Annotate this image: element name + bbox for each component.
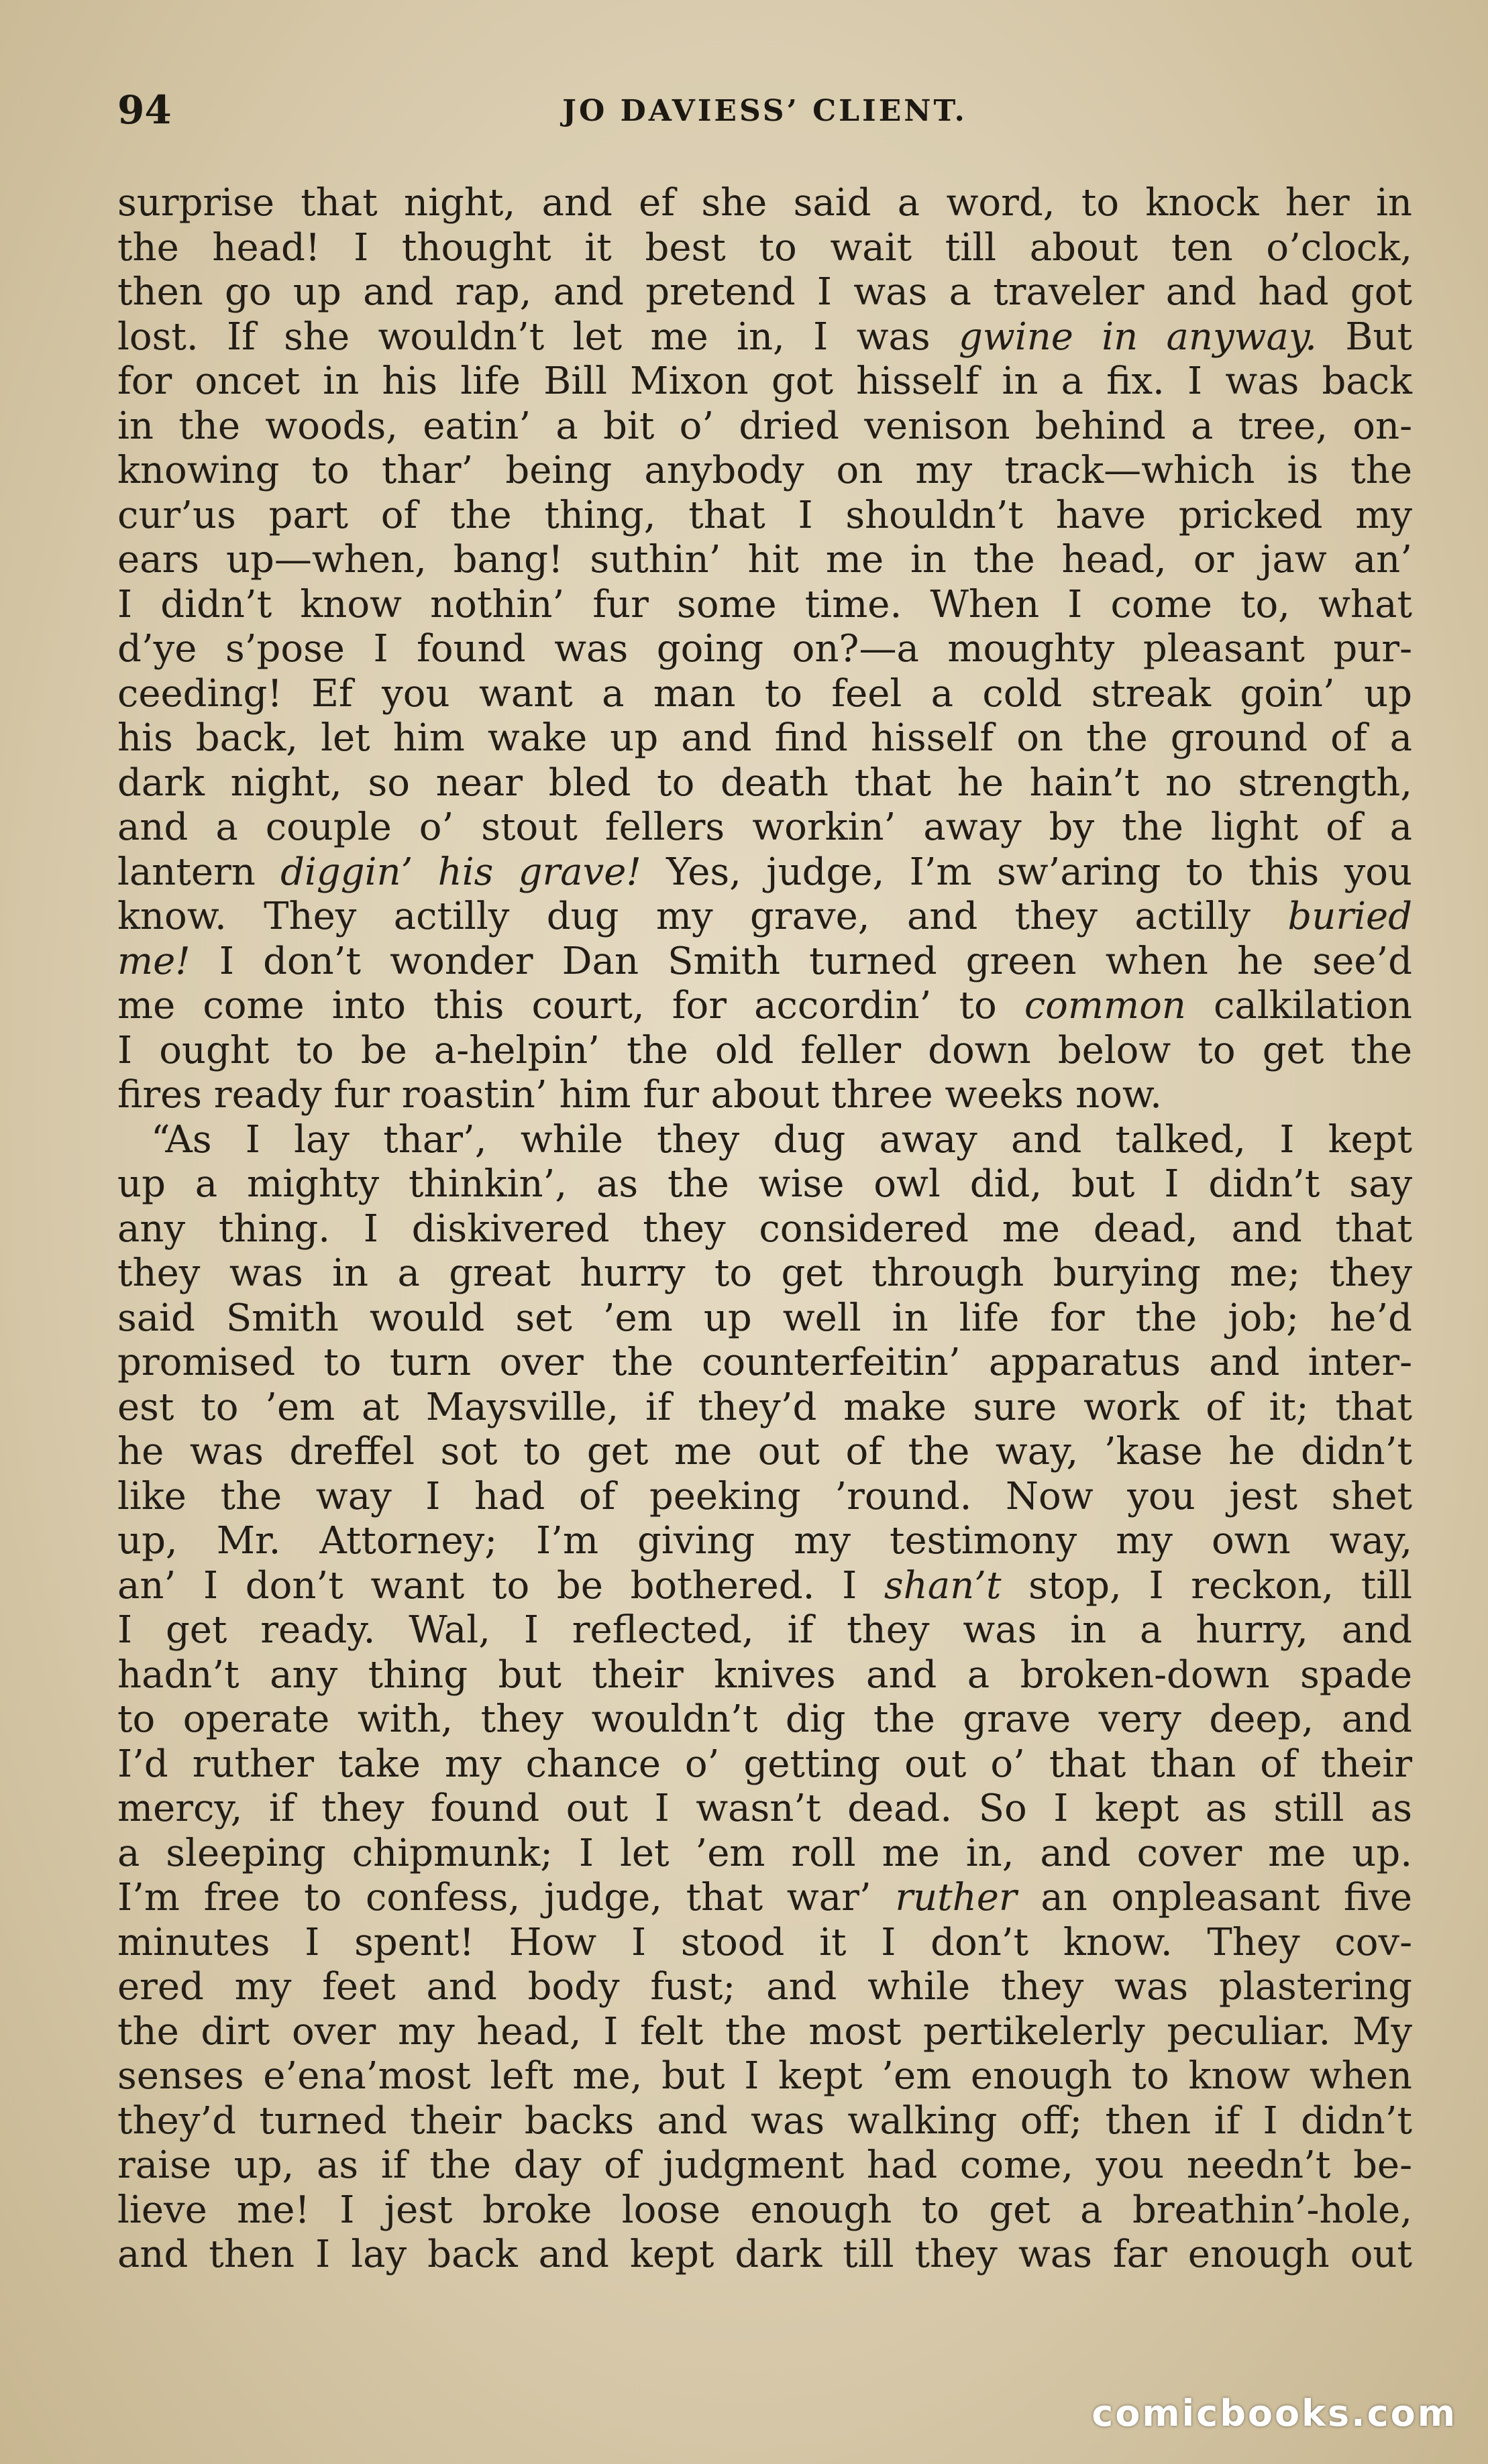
text-run: any thing. I diskivered they considered me dead, and that <box>117 1207 1412 1251</box>
text-run: dark night, so near bled to death that he hain’t no strength, <box>117 761 1412 805</box>
watermark: comicbooks.com <box>1092 2392 1457 2434</box>
text-run: ered my feet and body fust; and while they was plastering <box>117 1965 1412 2009</box>
text-run: I ought to be a-helpin’ the old feller down below to get the <box>117 1028 1412 1072</box>
text-run: lantern <box>117 850 281 894</box>
text-run: and a couple o’ stout fellers workin’ away by the light of a <box>117 805 1412 849</box>
text-line <box>117 449 1412 494</box>
text-run: I’m free to confess, judge, that war’ <box>117 1876 896 1919</box>
text-line <box>117 984 1412 1029</box>
text-run: I’d ruther take my chance o’ getting out o’ that than of their <box>117 1742 1412 1786</box>
text-line <box>117 1697 1412 1742</box>
text-run: his back, let him wake up and find hisself on the ground of a <box>117 716 1412 760</box>
italic-text-run: shan’t <box>884 1563 1002 1608</box>
text-line <box>117 494 1412 539</box>
text-line <box>117 2010 1412 2055</box>
text-run: mercy, if they found out I wasn’t dead. So I kept as still as <box>117 1787 1412 1830</box>
text-line <box>117 226 1412 271</box>
text-line <box>117 270 1412 315</box>
text-run: to operate with, they wouldn’t dig the grave very deep, and <box>117 1697 1412 1741</box>
text-run: knowing to thar’ being anybody on my track—which is the <box>117 449 1412 492</box>
text-line <box>117 538 1412 583</box>
text-line <box>117 1341 1412 1386</box>
text-run: like the way I had of peeking ’round. Now you jest shet <box>117 1474 1412 1518</box>
text-run: “As I lay thar’, while they dug away and talked, I kept <box>151 1117 1412 1162</box>
text-run: for oncet in his life Bill Mixon got hisself in a fix. I was back <box>117 359 1412 403</box>
text-line <box>117 2054 1412 2099</box>
text-line <box>117 1787 1412 1832</box>
text-run: they’d turned their backs and was walking off; then if I didn’t <box>117 2098 1412 2143</box>
text-run: senses e’ena’most left me, but I kept ’em enough to know when <box>117 2054 1412 2098</box>
text-run: lost. If she wouldn’t let me in, I was <box>117 315 959 359</box>
text-line <box>117 1118 1412 1163</box>
text-run: d’ye s’pose I found was going on?—a moughty pleasant pur- <box>117 627 1412 671</box>
text-line <box>117 404 1412 449</box>
text-run: and then I lay back and kept dark till they was far enough out <box>117 2233 1412 2276</box>
text-line <box>117 2099 1412 2144</box>
text-run: in the woods, eatin’ a bit o’ dried venison behind a tree, on- <box>117 404 1412 448</box>
text-line <box>117 359 1412 404</box>
text-run: I don’t wonder Dan Smith turned green when he see’d <box>190 939 1412 983</box>
text-line <box>117 1608 1412 1653</box>
text-run: minutes I spent! How I stood it I don’t know. They cov- <box>117 1920 1412 1964</box>
text-run: I didn’t know nothin’ fur some time. When I come to, what <box>117 582 1412 626</box>
text-run: calkilation <box>1185 984 1412 1027</box>
text-line <box>117 895 1412 940</box>
text-run: up a mighty thinkin’, as the wise owl did, but I didn’t say <box>117 1162 1412 1206</box>
text-run: he was dreffel sot to get me out of the way, ’kase he didn’t <box>117 1430 1412 1473</box>
text-run: cur’us part of the thing, that I shouldn’t have pricked my <box>117 493 1412 537</box>
body-text <box>117 181 1412 2278</box>
text-run: I get ready. Wal, I reflected, if they was in a hurry, and <box>117 1608 1412 1652</box>
italic-text-run: common <box>1024 984 1186 1027</box>
text-line <box>117 940 1412 985</box>
text-line <box>117 1921 1412 1966</box>
text-line <box>117 1296 1412 1341</box>
text-run: surprise that night, and ef she said a word, to knock her in <box>117 181 1412 225</box>
page-number: 94 <box>117 87 172 133</box>
text-run: a sleeping chipmunk; I let ’em roll me in, and cover me up. <box>117 1831 1412 1875</box>
text-line <box>117 2143 1412 2188</box>
text-line <box>117 1742 1412 1787</box>
text-run: promised to turn over the counterfeitin’ apparatus and inter- <box>117 1341 1412 1384</box>
text-line <box>117 1162 1412 1207</box>
text-run: know. They actilly dug my grave, and they actilly <box>117 895 1288 938</box>
text-run: fires ready fur roastin’ him fur about three weeks now. <box>117 1073 1162 1117</box>
text-run: an’ I don’t want to be bothered. I <box>117 1563 884 1608</box>
text-line <box>117 1475 1412 1520</box>
italic-text-run: diggin’ his grave! <box>280 850 641 894</box>
text-line <box>117 1430 1412 1475</box>
text-line <box>117 1073 1412 1118</box>
text-run: the dirt over my head, I felt the most pertikelerly peculiar. My <box>117 2009 1412 2054</box>
text-line <box>117 181 1412 226</box>
text-run: ceeding! Ef you want a man to feel a cold streak goin’ up <box>117 671 1412 716</box>
text-run: hadn’t any thing but their knives and a broken-down spade <box>117 1653 1412 1697</box>
text-run: the head! I thought it best to wait till about ten o’clock, <box>117 225 1412 270</box>
text-run: raise up, as if the day of judgment had come, you needn’t be- <box>117 2143 1412 2187</box>
text-line <box>117 583 1412 628</box>
text-line <box>117 1251 1412 1296</box>
text-run: me come into this court, for accordin’ to <box>117 984 1024 1027</box>
text-line <box>117 315 1412 360</box>
text-line <box>117 627 1412 672</box>
italic-text-run: gwine in anyway. <box>959 315 1317 359</box>
text-line <box>117 1029 1412 1074</box>
text-run: said Smith would set ’em up well in life for the job; he’d <box>117 1296 1412 1340</box>
text-line <box>117 850 1412 895</box>
text-line <box>117 761 1412 806</box>
text-line <box>117 1965 1412 2010</box>
text-run: they was in a great hurry to get through burying me; they <box>117 1251 1412 1295</box>
text-line <box>117 1386 1412 1431</box>
italic-text-run: buried <box>1287 895 1412 938</box>
italic-text-run: ruther <box>895 1876 1017 1919</box>
page-header <box>117 87 1412 141</box>
text-run: But <box>1316 315 1413 359</box>
text-run: up, Mr. Attorney; I’m giving my testimony my own way, <box>117 1519 1412 1563</box>
text-run: est to ’em at Maysville, if they’d make sure work of it; that <box>117 1385 1412 1429</box>
italic-text-run: me! <box>117 939 191 983</box>
text-run: ears up—when, bang! suthin’ hit me in the head, or jaw an’ <box>117 538 1412 581</box>
text-line <box>117 2233 1412 2278</box>
text-line <box>117 716 1412 761</box>
text-run: Yes, judge, I’m sw’aring to this you <box>641 850 1412 894</box>
text-run: lieve me! I jest broke loose enough to get a breathin’-hole, <box>117 2188 1412 2232</box>
text-run: stop, I reckon, till <box>1001 1563 1413 1608</box>
text-line <box>117 2188 1412 2233</box>
text-line <box>117 805 1412 850</box>
text-line <box>117 1207 1412 1252</box>
text-line <box>117 1876 1412 1921</box>
text-line <box>117 1653 1412 1698</box>
running-head: JO DAVIESS’ CLIENT. <box>562 94 967 128</box>
text-run: then go up and rap, and pretend I was a traveler and had got <box>117 270 1412 314</box>
text-line <box>117 672 1412 717</box>
text-line <box>117 1564 1412 1609</box>
text-line <box>117 1519 1412 1564</box>
text-line <box>117 1832 1412 1877</box>
text-run: an onpleasant five <box>1016 1876 1412 1919</box>
